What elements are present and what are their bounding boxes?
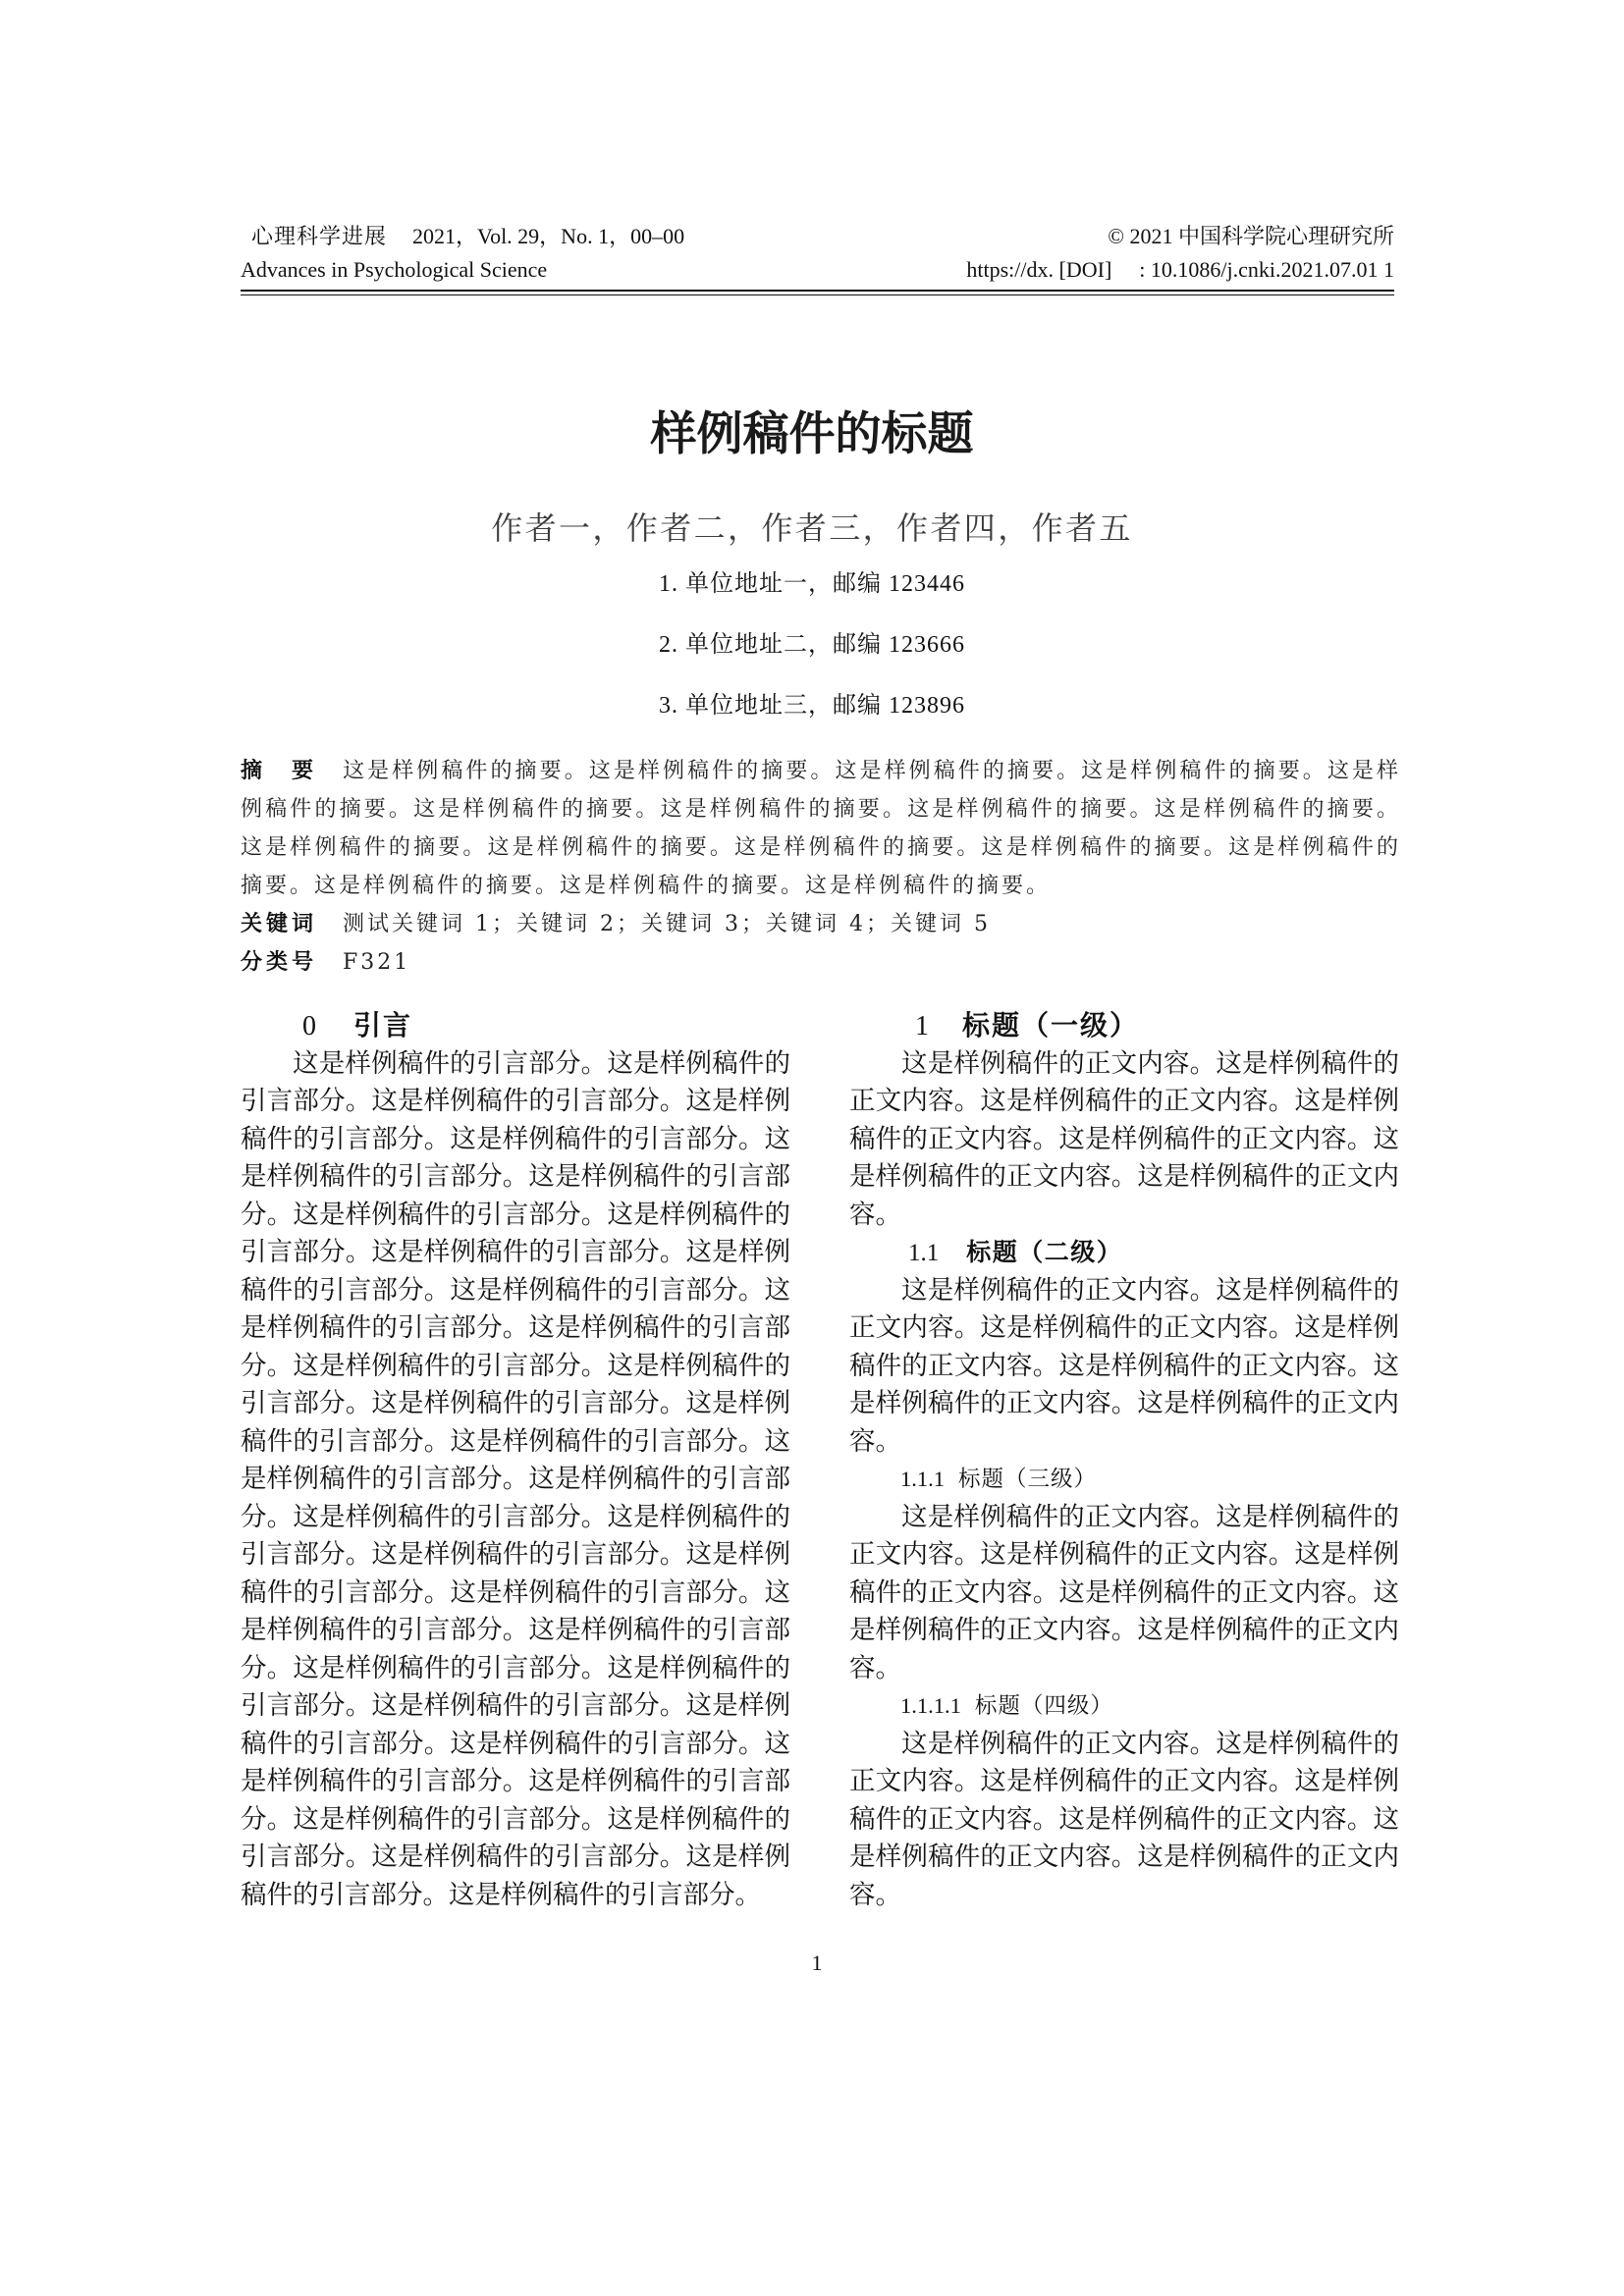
abstract-label: 摘 要 [241, 759, 318, 783]
section-paragraph: 这是样例稿件的正文内容。这是样例稿件的正文内容。这是样例稿件的正文内容。这是样例稿件的正文内容。这是样例稿件的正文内容。这是样例稿件的正文内容。这是样例稿件的正文内容。 [849, 1047, 1399, 1230]
author-list: 作者一，作者二，作者三，作者四，作者五 [491, 509, 1133, 547]
doi-line [966, 255, 1394, 285]
affiliation-item: 2. 单位地址二，邮编 123666 [659, 632, 965, 658]
copyright-notice: © 2021 中国科学院心理研究所 [1108, 224, 1394, 248]
abstract-block [241, 752, 1401, 982]
paper-title: 样例稿件的标题 [650, 407, 974, 461]
journal-name-en: Advances in Psychological Science [241, 257, 548, 282]
affiliation-item: 3. 单位地址三，邮编 123896 [659, 693, 965, 719]
journal-header-line [251, 222, 684, 251]
affiliation-list [0, 554, 1624, 736]
abstract-text: 这是样例稿件的摘要。这是样例稿件的摘要。这是样例稿件的摘要。这是样例稿件的摘要。这是样例稿件的摘要。这是样例稿件的摘要。这是样例稿件的摘要。这是样例稿件的摘要。这是样例稿件的摘要。这是样例稿件的摘要。这是样例稿件的摘要。这是样例稿件的摘要。这是样例稿件的摘要。这是样例稿件的摘要。这是样例稿件的摘要。这是样例稿件的摘要。这是样例稿件的摘要。 [241, 759, 1401, 898]
section-number: 1.1.1.1 [900, 1693, 961, 1718]
keywords [241, 905, 1401, 943]
right-column [849, 1007, 1399, 1914]
header-rule-thick [241, 290, 1394, 292]
section-heading-level1 [849, 1007, 1399, 1045]
section-number: 0 [302, 1011, 316, 1041]
page-number: 1 [811, 1950, 823, 1975]
section-heading-level3 [849, 1461, 1399, 1499]
classification-code: F321 [343, 950, 411, 975]
section-heading-level1 [241, 1007, 790, 1045]
section-paragraph: 这是样例稿件的正文内容。这是样例稿件的正文内容。这是样例稿件的正文内容。这是样例稿件的正文内容。这是样例稿件的正文内容。这是样例稿件的正文内容。这是样例稿件的正文内容。 [849, 1274, 1399, 1457]
section-title: 标题（一级） [962, 1009, 1140, 1041]
section-number: 1.1.1 [900, 1467, 945, 1491]
section-title: 标题（四级） [974, 1693, 1113, 1719]
classification [241, 943, 1401, 982]
section-paragraph: 这是样例稿件的引言部分。这是样例稿件的引言部分。这是样例稿件的引言部分。这是样例稿件的引言部分。这是样例稿件的引言部分。这是样例稿件的引言部分。这是样例稿件的引言部分。这是样例稿件的引言部分。这是样例稿件的引言部分。这是样例稿件的引言部分。这是样例稿件的引言部分。这是样例稿件的引言部分。这是样例稿件的引言部分。这是样例稿件的引言部分。这是样例稿件的引言部分。这是样例稿件的引言部分。这是样例稿件的引言部分。这是样例稿件的引言部分。这是样例稿件的引言部分。这是样例稿件的引言部分。这是样例稿件的引言部分。这是样例稿件的引言部分。这是样例稿件的引言部分。这是样例稿件的引言部分。这是样例稿件的引言部分。这是样例稿件的引言部分。这是样例稿件的引言部分。这是样例稿件的引言部分。这是样例稿件的引言部分。这是样例稿件的引言部分。这是样例稿件的引言部分。这是样例稿件的引言部分。这是样例稿件的引言部分。这是样例稿件的引言部分。这是样例稿件的引言部分。这是样例稿件的引言部分。这是样例稿件的引言部分。这是样例稿件的引言部分。这是样例稿件的引言部分。这是样例稿件的引言部分。 [241, 1047, 790, 1910]
doi-value: : 10.1086/j.cnki.2021.07.01 1 [1139, 257, 1394, 282]
abstract [241, 752, 1401, 905]
journal-name-cn: 心理科学进展 [251, 224, 388, 248]
section-heading-level4 [849, 1687, 1399, 1726]
section-title: 引言 [353, 1009, 413, 1041]
classification-label: 分类号 [241, 950, 318, 975]
section-number: 1 [915, 1011, 929, 1041]
keywords-text: 测试关键词 1；关键词 2；关键词 3；关键词 4；关键词 5 [343, 912, 991, 936]
section-paragraph: 这是样例稿件的正文内容。这是样例稿件的正文内容。这是样例稿件的正文内容。这是样例稿件的正文内容。这是样例稿件的正文内容。这是样例稿件的正文内容。这是样例稿件的正文内容。 [849, 1728, 1399, 1910]
left-column [241, 1007, 790, 1914]
keywords-label: 关键词 [241, 912, 318, 936]
issue-info: 2021，Vol. 29，No. 1，00–00 [412, 224, 685, 248]
section-number: 1.1 [908, 1240, 940, 1266]
affiliation-item: 1. 单位地址一，邮编 123446 [659, 571, 965, 597]
doi-prefix: https://dx. [DOI] [966, 257, 1112, 282]
section-title: 标题（二级） [966, 1238, 1123, 1266]
header-rule-thin [241, 294, 1394, 295]
section-paragraph: 这是样例稿件的正文内容。这是样例稿件的正文内容。这是样例稿件的正文内容。这是样例稿件的正文内容。这是样例稿件的正文内容。这是样例稿件的正文内容。这是样例稿件的正文内容。 [849, 1501, 1399, 1683]
section-title: 标题（三级） [958, 1467, 1098, 1492]
section-heading-level2 [849, 1234, 1399, 1272]
